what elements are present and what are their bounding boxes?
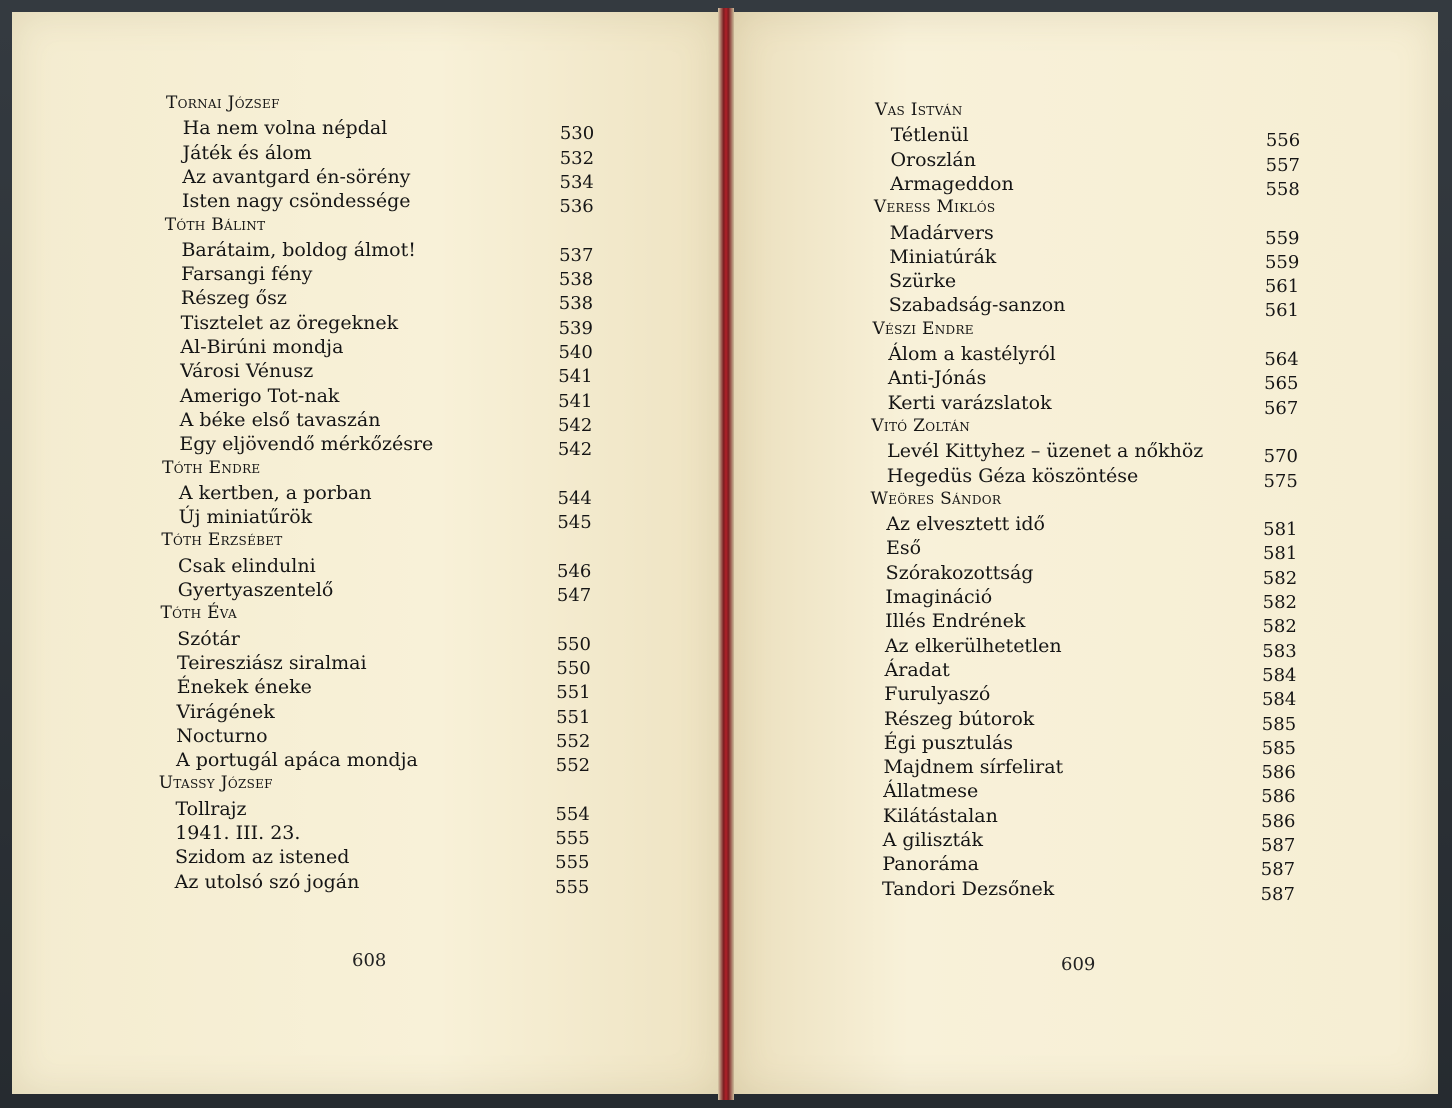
- page-reference: 546: [557, 560, 592, 582]
- author-heading: Tóth Éva: [160, 603, 237, 624]
- page-reference: 561: [1264, 276, 1300, 298]
- poem-title: Kilátástalan: [882, 804, 998, 827]
- poem-title: Amerigo Tot-nak: [179, 384, 340, 407]
- poem-title: Játék és álom: [182, 141, 312, 164]
- right-page-number: 609: [1061, 954, 1096, 975]
- poem-title: Tollrajz: [175, 797, 247, 820]
- poem-title: Szótár: [177, 627, 240, 650]
- right-page: [732, 12, 1438, 1094]
- page-reference: 550: [556, 633, 591, 655]
- poem-title: Levél Kittyhez – üzenet a nőkhöz: [887, 440, 1204, 463]
- page-reference: 555: [555, 852, 590, 874]
- author-heading: Veress Miklós: [873, 197, 996, 218]
- page-reference: 583: [1262, 640, 1297, 662]
- page-reference: 584: [1262, 664, 1297, 686]
- page-reference: 582: [1262, 616, 1297, 638]
- author-heading: Tóth Endre: [162, 457, 261, 478]
- poem-title: Szórakozottság: [885, 561, 1034, 584]
- author-heading: Vészi Endre: [872, 318, 974, 339]
- page-reference: 587: [1260, 835, 1296, 856]
- author-heading: Vas István: [875, 100, 963, 120]
- page-reference: 559: [1265, 227, 1300, 249]
- page-reference: 542: [557, 414, 593, 436]
- page-reference: 555: [555, 876, 590, 898]
- page-reference: 551: [556, 682, 591, 704]
- page-reference: 587: [1260, 883, 1295, 905]
- poem-title: Tétlenül: [890, 124, 969, 147]
- poem-title: Részeg bútorok: [884, 707, 1035, 730]
- poem-title: Panoráma: [882, 853, 980, 876]
- page-reference: 585: [1261, 737, 1296, 759]
- poem-title: Nocturno: [176, 724, 268, 747]
- page-reference: 575: [1263, 470, 1298, 492]
- poem-title: Új miniatűrök: [178, 506, 313, 529]
- page-reference: 540: [558, 342, 593, 363]
- poem-title: A portugál apáca mondja: [175, 749, 418, 772]
- page-reference: 534: [559, 171, 594, 193]
- page-reference: 584: [1261, 689, 1297, 711]
- page-reference: 558: [1265, 178, 1300, 200]
- poem-title: Imagináció: [885, 586, 993, 608]
- page-reference: 554: [555, 803, 590, 825]
- page-reference: 551: [556, 706, 591, 728]
- page-reference: 585: [1261, 713, 1297, 735]
- page-reference: 581: [1263, 519, 1298, 541]
- author-heading: Tóth Bálint: [164, 214, 266, 235]
- poem-title: Az elkerülhetetlen: [884, 634, 1062, 657]
- poem-title: A kertben, a porban: [178, 481, 372, 504]
- poem-title: Oroszlán: [890, 148, 976, 171]
- poem-title: Al-Birúni mondja: [180, 336, 344, 358]
- page-reference: 559: [1264, 251, 1300, 273]
- page-reference: 537: [559, 244, 594, 266]
- author-heading: Weöres Sándor: [870, 488, 1002, 509]
- page-reference: 545: [557, 512, 592, 534]
- page-reference: 564: [1264, 349, 1299, 370]
- poem-title: Szabadság-sanzon: [888, 294, 1066, 317]
- poem-title: Égi pusztulás: [883, 731, 1014, 754]
- poem-title: Barátaim, boldog álmot!: [181, 238, 416, 261]
- page-reference: 547: [556, 585, 592, 606]
- poem-title: Egy eljövendő mérkőzésre: [179, 433, 434, 456]
- poem-title: Részeg ősz: [180, 287, 287, 310]
- page-reference: 538: [558, 293, 594, 315]
- page-reference: 552: [555, 730, 591, 752]
- poem-title: Csak elindulni: [178, 554, 316, 577]
- poem-title: Furulyaszó: [884, 683, 991, 706]
- page-reference: 587: [1260, 859, 1296, 881]
- poem-title: Állatmese: [883, 780, 979, 803]
- poem-title: Gyertyaszentelő: [177, 579, 334, 601]
- page-reference: 541: [558, 390, 593, 412]
- poem-title: Illés Endrének: [885, 610, 1026, 633]
- page-reference: 582: [1262, 592, 1297, 613]
- poem-title: Madárvers: [889, 221, 994, 244]
- poem-title: Anti-Jónás: [887, 367, 987, 390]
- page-reference: 561: [1264, 300, 1299, 322]
- poem-title: Az avantgard én-sörény: [182, 165, 411, 188]
- poem-title: Szidom az istened: [174, 846, 350, 869]
- poem-title: Az utolsó szó jogán: [174, 870, 360, 893]
- page-reference: 570: [1263, 446, 1298, 468]
- author-heading: Tornai József: [166, 93, 280, 113]
- page-reference: 550: [556, 657, 591, 679]
- page-reference: 539: [558, 317, 593, 339]
- page-reference: 536: [559, 196, 594, 218]
- poem-title: Virágének: [176, 700, 275, 723]
- poem-title: Tandori Dezsőnek: [882, 877, 1055, 900]
- page-reference: 582: [1262, 567, 1298, 589]
- poem-title: Kerti varázslatok: [887, 391, 1052, 414]
- page-reference: 555: [555, 828, 590, 849]
- poem-title: Városi Vénusz: [180, 360, 314, 383]
- page-reference: 565: [1264, 373, 1299, 395]
- poem-title: Majdnem sírfelirat: [883, 756, 1064, 779]
- poem-title: Armageddon: [890, 172, 1014, 195]
- author-heading: Vitó Zoltán: [871, 415, 971, 436]
- page-reference: 586: [1261, 762, 1296, 784]
- poem-title: Miniatúrák: [889, 245, 997, 268]
- poem-title: Szürke: [889, 270, 957, 293]
- page-reference: 530: [559, 123, 595, 145]
- page-reference: 556: [1265, 130, 1301, 152]
- book-spine-gutter: [718, 8, 734, 1100]
- poem-title: Áradat: [884, 658, 950, 681]
- poem-title: Tisztelet az öregeknek: [180, 311, 399, 334]
- poem-title: Az elvesztett idő: [886, 513, 1045, 536]
- poem-title: Farsangi fény: [181, 263, 313, 286]
- page-reference: 552: [555, 755, 591, 777]
- left-page-number: 608: [352, 950, 387, 971]
- poem-title: Álom a kastélyról: [888, 343, 1056, 365]
- page-reference: 542: [557, 439, 593, 461]
- poem-title: A giliszták: [882, 829, 983, 851]
- page-reference: 532: [559, 147, 595, 169]
- page-reference: 586: [1261, 810, 1296, 832]
- poem-title: 1941. III. 23.: [175, 822, 301, 844]
- poem-title: Eső: [885, 537, 922, 560]
- page-reference: 538: [558, 269, 594, 291]
- poem-title: Teiresziász siralmai: [177, 651, 367, 674]
- poem-title: Énekek éneke: [176, 676, 312, 699]
- poem-title: Isten nagy csöndessége: [181, 190, 411, 213]
- page-reference: 544: [557, 487, 592, 509]
- page-reference: 581: [1262, 543, 1298, 565]
- page-reference: 541: [558, 366, 593, 388]
- poem-title: Hegedüs Géza köszöntése: [886, 464, 1139, 487]
- page-reference: 557: [1265, 154, 1301, 176]
- page-reference: 567: [1263, 397, 1299, 419]
- poem-title: Ha nem volna népdal: [182, 117, 388, 140]
- author-heading: Utassy József: [158, 773, 273, 794]
- author-heading: Tóth Erzsébet: [161, 530, 283, 551]
- page-reference: 586: [1261, 786, 1296, 808]
- poem-title: A béke első tavaszán: [179, 408, 381, 431]
